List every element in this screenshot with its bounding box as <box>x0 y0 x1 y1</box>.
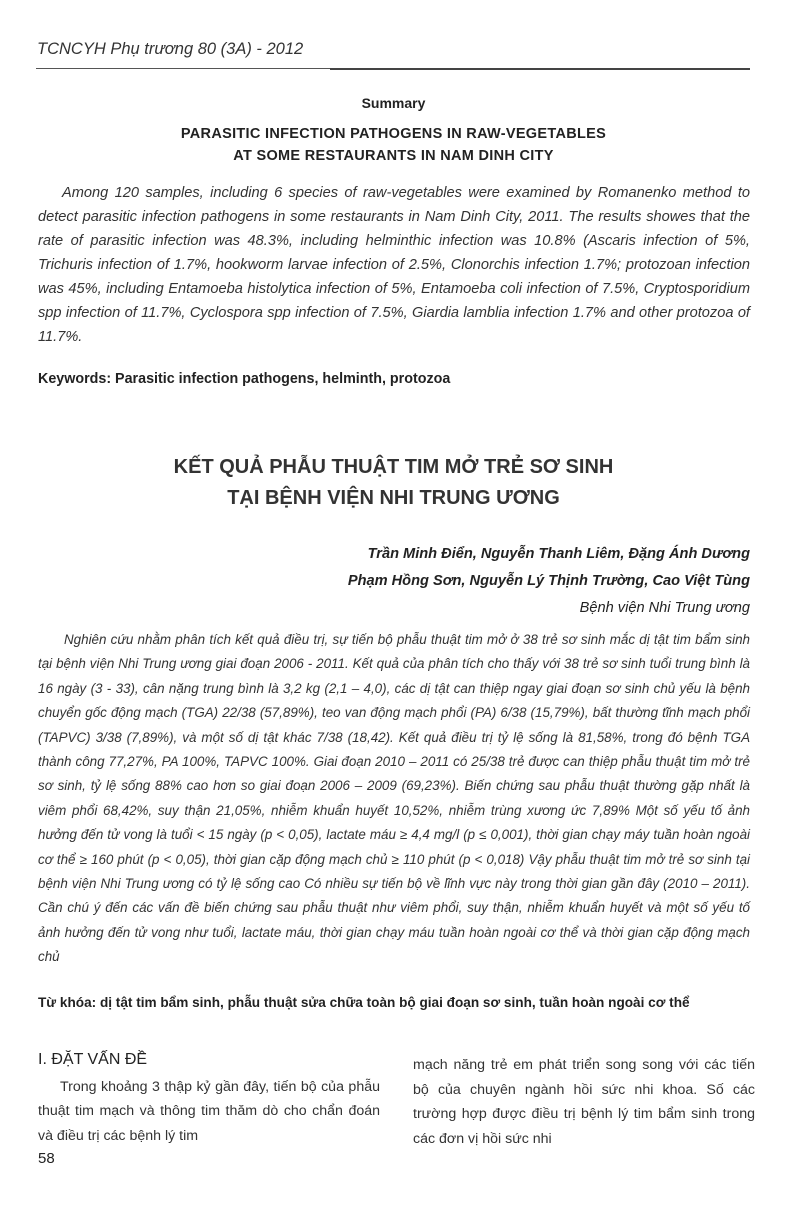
article-title <box>0 452 787 514</box>
left-column <box>38 1048 380 1148</box>
summary-heading: Summary <box>361 95 426 111</box>
affiliation: Bệnh viện Nhi Trung ương <box>579 600 750 616</box>
summary-title-line: PARASITIC INFECTION PATHOGENS IN RAW-VEGETABLES <box>180 126 607 142</box>
author-line: Phạm Hồng Sơn, Nguyễn Lý Thịnh Trường, Cao Việt Tùng <box>347 573 750 589</box>
page-number: 58 <box>38 1150 55 1167</box>
article-title-line: KẾT QUẢ PHẪU THUẬT TIM MỞ TRẺ SƠ SINH <box>173 456 614 478</box>
body-paragraph: Trong khoảng 3 thập kỷ gần đây, tiến bộ của phẫu thuật tim mạch và thông tim thăm dò cho chẩn đoán và điều trị các bệnh lý tim <box>38 1078 380 1144</box>
journal-header: TCNCYH Phụ trương 80 (3A) - 2012 <box>37 40 304 58</box>
summary-title <box>0 123 787 167</box>
authors <box>348 541 750 622</box>
summary-keywords: Keywords: Parasitic infection pathogens, helminth, protozoa <box>38 371 451 387</box>
article-keywords: Từ khóa: dị tật tim bẩm sinh, phẫu thuật sửa chữa toàn bộ giai đoạn sơ sinh, tuần hoàn ngoài cơ thể <box>38 995 690 1010</box>
summary-abstract: Among 120 samples, including 6 species of raw-vegetables were examined by Romanenko method to detect parasitic infection pathogens in some restaurants in Nam Dinh City, 2011. The results showes that the rate of parasitic infection was 48.3%, including helminthic infection was 10.8% (Ascaris infection of 5%, Trichuris infection of 1.7%, hookworm larvae infection of 2.5%, Clonorchis infection 1.7%; protozoan infection was 45%, including Entamoeba histolytica infection of 5%, Entamoeba coli infection of 7.5%, Cryptosporidium spp infection of 11.7%, Cyclospora spp infection of 7.5%, Giardia lamblia infection 1.7% and other protozoa of 11.7%. <box>38 185 750 345</box>
article-title-line: TẠI BỆNH VIỆN NHI TRUNG ƯƠNG <box>227 487 560 509</box>
right-column <box>413 1053 755 1151</box>
section-heading: I. ĐẶT VẤN ĐỀ <box>38 1051 148 1068</box>
header-divider-thick <box>330 68 750 70</box>
article-abstract: Nghiên cứu nhằm phân tích kết quả điều trị, sự tiến bộ phẫu thuật tim mở ở 38 trẻ sơ sinh mắc dị tật tim bẩm sinh tại bệnh viện Nhi Trung ương giai đoạn 2006 - 2011. Kết quả của phân tích cho thấy với 38 trẻ sơ sinh tuổi trung bình là 16 ngày (3 - 33), cân nặng trung bình là 3,2 kg (2,1 – 4,0), các dị tật can thiệp ngay giai đoạn sơ sinh chủ yếu là bệnh chuyển gốc động mạch (TGA) 22/38 (57,89%), teo van động mạch phổi (PA) 6/38 (15,79%), bất thường tĩnh mạch phổi (TAPVC) 3/38 (7,89%), và một số dị tật khác 7/38 (18,42). Kết quả điều trị tỷ lệ sống là 81,58%, trong đó bệnh TGA thành công 77,27%, PA 100%, TAPVC 100%. Giai đoạn 2010 – 2011 có 25/38 trẻ được can thiệp phẫu thuật tim mở trẻ sơ sinh, tỷ lệ sống 88% cao hơn so giai đoạn 2006 – 2009 (69,23%). Biến chứng sau phẫu thuật thường gặp nhất là viêm phổi 68,42%, suy thận 21,05%, nhiễm khuẩn huyết 10,52%, nhiễm trùng xương ức 7,89% Một số yếu tố ảnh hưởng đến tử vong là tuổi < 15 ngày (p < 0,05), lactate máu ≥ 4,4 mg/l (p ≤ 0,001), thời gian chạy máy tuần hoàn ngoài cơ thể ≥ 160 phút (p < 0,05), thời gian cặp động mạch chủ ≥ 110 phút (p < 0,018) Vậy phẫu thuật tim mở trẻ sơ sinh tại bệnh viện Nhi Trung ương có tỷ lệ sống cao Có nhiều sự tiến bộ về lĩnh vực này trong thời gian gần đây (2010 – 2011). Cần chú ý đến các vấn đề biến chứng sau phẫu thuật như viêm phổi, suy thận, nhiễm khuẩn huyết và một số yếu tố ảnh hưởng đến tử vong như tuổi, lactate máu, thời gian chạy máu tuần hoàn ngoài cơ thể và thời gian cặp động mạch chủ <box>38 632 750 965</box>
author-line: Trần Minh Điển, Nguyễn Thanh Liêm, Đặng Ánh Dương <box>367 546 750 562</box>
summary-title-line: AT SOME RESTAURANTS IN NAM DINH CITY <box>233 148 554 164</box>
body-paragraph: mạch năng trẻ em phát triển song song với các tiến bộ của chuyên ngành hồi sức nhi khoa. Số các trường hợp được điều trị bệnh lý tim bẩm sinh trong các đơn vị hồi sức nhi <box>413 1057 755 1147</box>
